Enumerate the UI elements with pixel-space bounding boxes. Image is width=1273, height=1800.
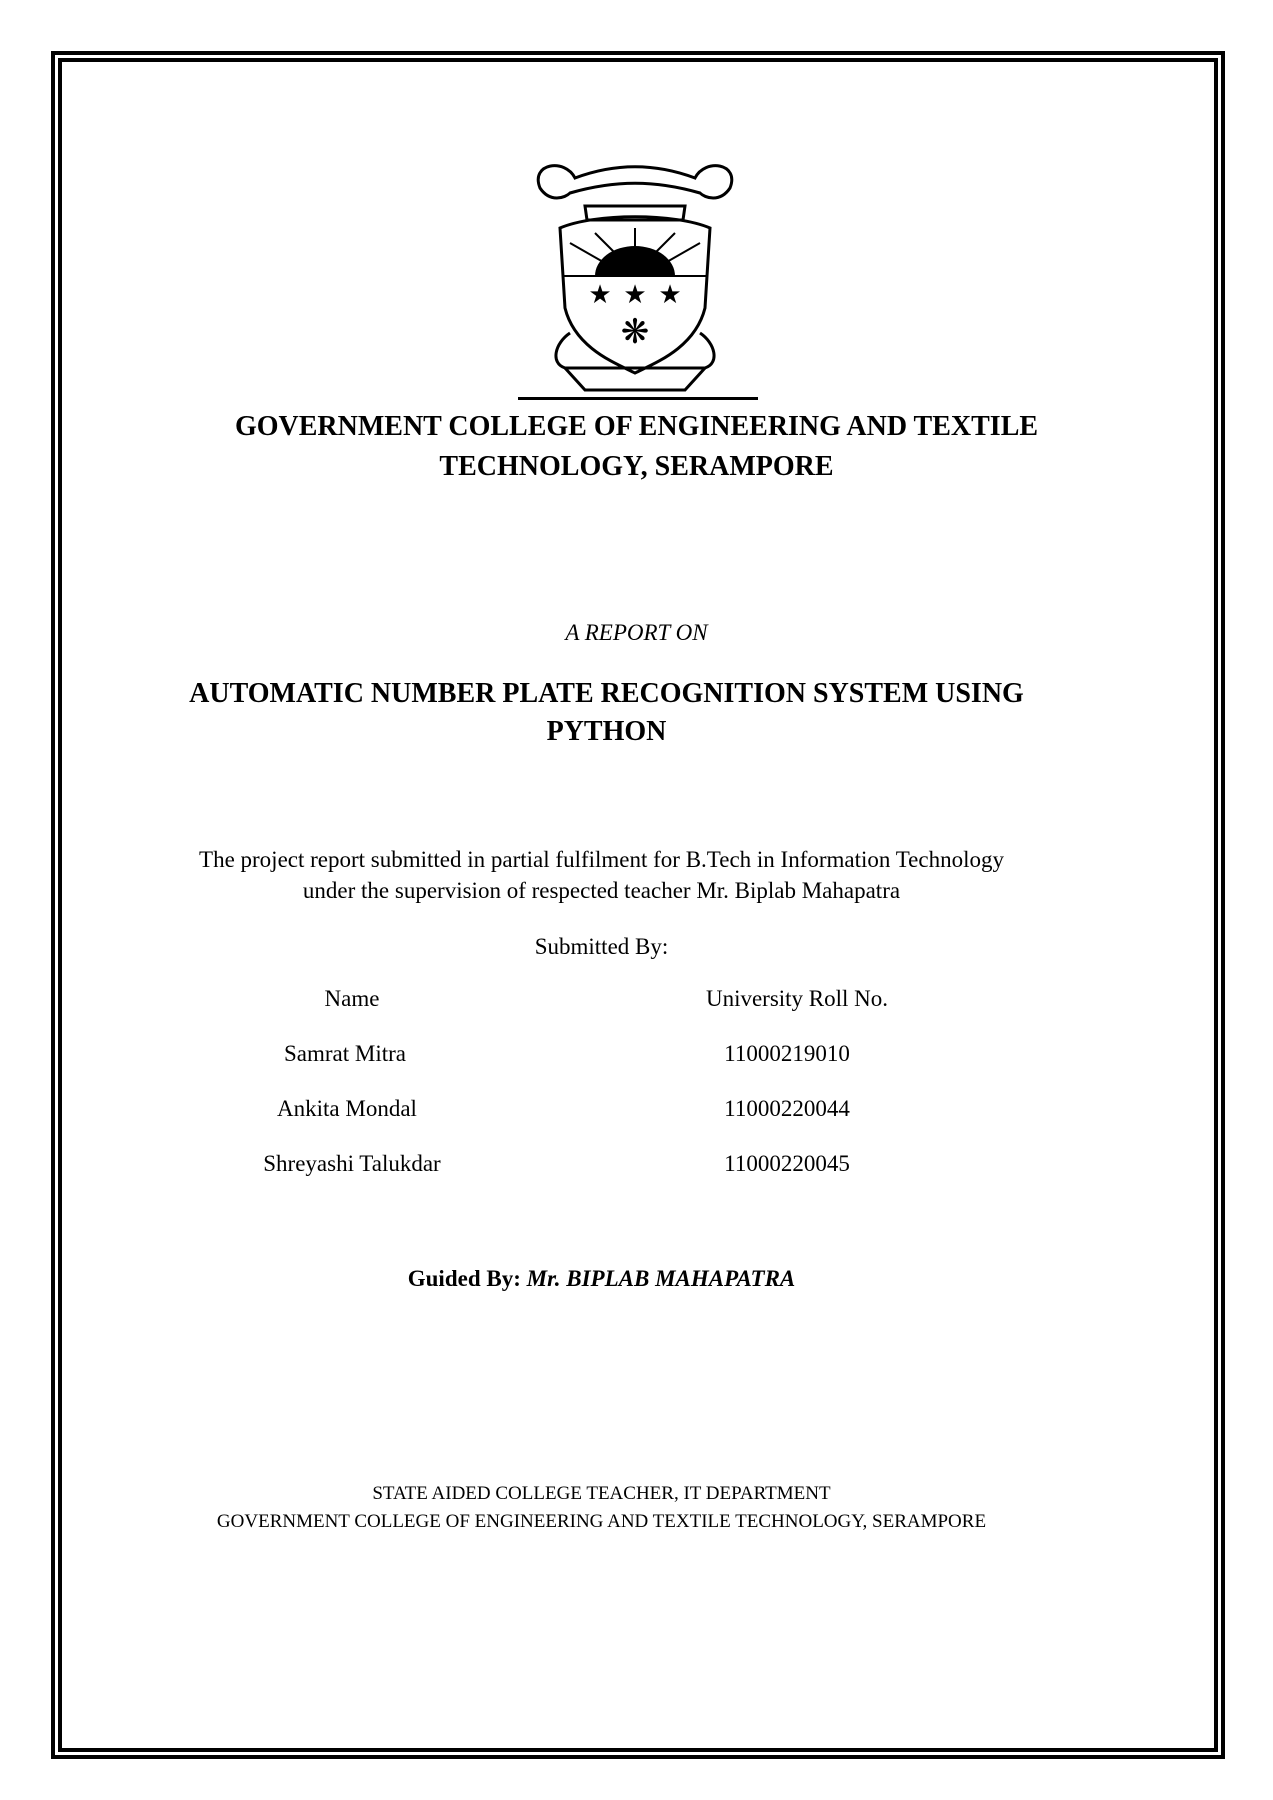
college-name-line2: TECHNOLOGY, SERAMPORE bbox=[439, 451, 834, 482]
svg-text:★: ★ bbox=[588, 280, 612, 310]
student-roll: 11000219010 bbox=[724, 1041, 850, 1066]
report-on-label: A REPORT ON bbox=[565, 620, 708, 645]
college-crest-logo bbox=[525, 158, 745, 398]
student-roll: 11000220044 bbox=[724, 1096, 850, 1121]
svg-text:❋: ❋ bbox=[620, 312, 650, 352]
report-title-line1: AUTOMATIC NUMBER PLATE RECOGNITION SYSTEM USING bbox=[189, 678, 1024, 709]
guided-by bbox=[0, 1263, 1238, 1294]
student-name: Ankita Mondal bbox=[277, 1096, 417, 1121]
submitted-by-label: Submitted By: bbox=[534, 934, 669, 959]
svg-text:★: ★ bbox=[623, 280, 647, 310]
footer-line2: GOVERNMENT COLLEGE OF ENGINEERING AND TEXTILE TECHNOLOGY, SERAMPORE bbox=[216, 1511, 987, 1532]
guided-by-label: Guided By: bbox=[407, 1266, 521, 1291]
logo-underline bbox=[518, 397, 758, 400]
description-line2: under the supervision of respected teacher Mr. Biplab Mahapatra bbox=[302, 878, 901, 903]
footer-line1: STATE AIDED COLLEGE TEACHER, IT DEPARTMENT bbox=[372, 1483, 831, 1504]
student-name: Samrat Mitra bbox=[284, 1041, 406, 1066]
report-title-line2: PYTHON bbox=[546, 716, 667, 747]
student-name: Shreyashi Talukdar bbox=[263, 1151, 441, 1176]
college-name-line1: GOVERNMENT COLLEGE OF ENGINEERING AND TEXTILE bbox=[234, 411, 1039, 442]
guide-name: Mr. BIPLAB MAHAPATRA bbox=[526, 1266, 796, 1291]
roll-column-header: University Roll No. bbox=[705, 986, 889, 1011]
description-line1: The project report submitted in partial fulfilment for B.Tech in Information Technology bbox=[199, 847, 1004, 872]
svg-text:★: ★ bbox=[658, 280, 682, 310]
name-column-header: Name bbox=[324, 986, 380, 1011]
student-roll: 11000220045 bbox=[724, 1151, 850, 1176]
